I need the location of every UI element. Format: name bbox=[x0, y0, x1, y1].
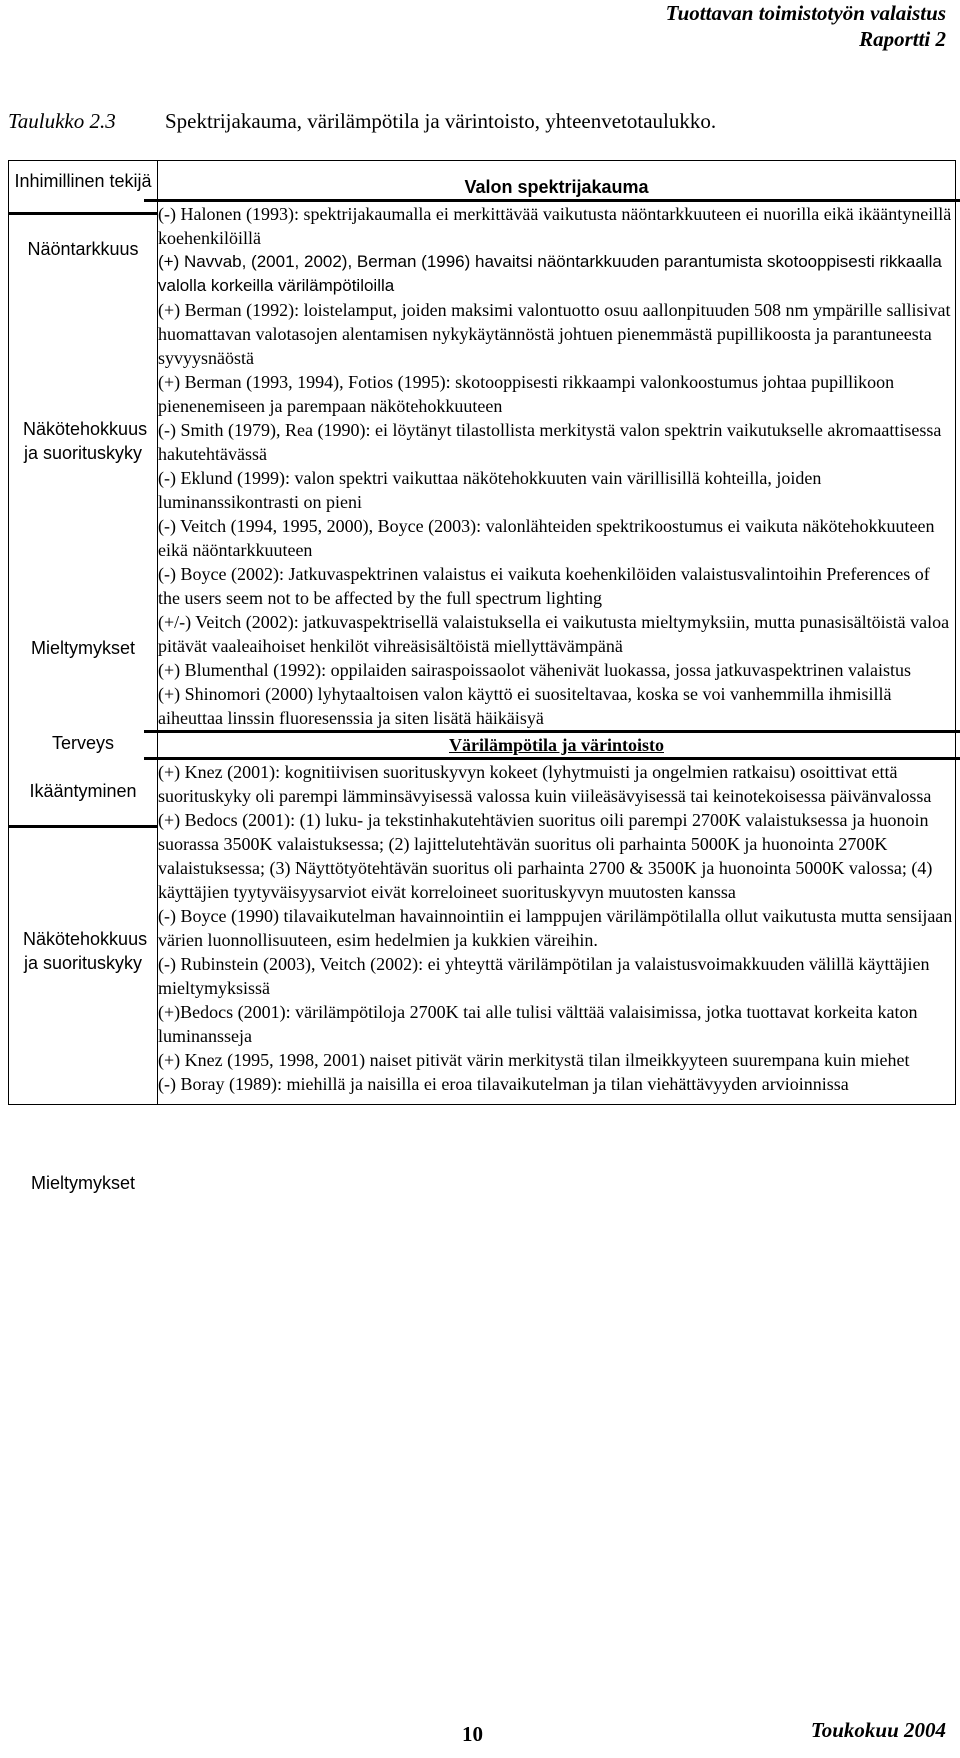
factor-column bbox=[9, 161, 158, 1193]
finding-entry: (+) Knez (1995, 1998, 2001) naiset pitivät värin merkitystä tilan ilmeikkyyteen suurempana kuin miehet bbox=[158, 1050, 910, 1070]
finding-entry: (+) Berman (1992): loistelamput, joiden maksimi valontuotto osuu aallonpituuden 508 nm ympärille sallisivat huomattavan valotasojen alentamisen nykykäytännöstä johtuen pienemmästä pupillikoosta ja parantuneesta syvyysnäöstä bbox=[158, 300, 951, 368]
finding-entry: (-) Eklund (1999): valon spektri vaikuttaa näkötehokkuuten vain värillisillä kohteilla, joiden luminanssikontrasti on pieni bbox=[158, 468, 822, 512]
footer-date: Toukokuu 2004 bbox=[810, 1718, 946, 1742]
section-title-color-temperature: Värilämpötila ja värintoisto bbox=[449, 735, 664, 755]
finding-entry: (-) Veitch (1994, 1995, 2000), Boyce (2003): valonlähteiden spektrikoostumus ei vaikuta näkötehokkuuteen eikä näöntarkkuuteen bbox=[158, 516, 935, 560]
finding-entry: (+) Knez (2001): kognitiivisen suorituskyvyn kokeet (lyhytmuisti ja ongelmien ratkaisu) osoittivat että suorituskyky oli parempi lämminsävyisessä valossa kuin viileäsävyisessä tai keinotekoisessa päivänvalossa bbox=[158, 762, 932, 806]
report-title: Tuottavan toimistotyön valaistus bbox=[665, 1, 946, 25]
summary-table bbox=[8, 160, 956, 1193]
factor-nakotehokkuus-1: Näkötehokkuus ja suorituskyky bbox=[23, 419, 148, 463]
finding-entry: (-) Rubinstein (2003), Veitch (2002): ei yhteyttä värilämpötilan ja valaistusvoimakkuuden välillä käyttäjien mieltymyksissä bbox=[158, 954, 930, 998]
finding-entry: (+) Blumenthal (1992): oppilaiden sairaspoissaolot vähenivät luokassa, jossa jatkuvaspektrinen valaistus bbox=[158, 660, 911, 680]
finding-entry: (+) Navvab, (2001, 2002), Berman (1996) havaitsi näöntarkkuuden parantumista skotooppisesti rikkaalla valolla korkeilla värilämpötiloilla bbox=[158, 252, 942, 295]
report-subtitle: Raportti 2 bbox=[859, 27, 946, 51]
factor-naontarkkuus: Näöntarkkuus bbox=[27, 239, 139, 259]
factor-mieltymykset-2: Mieltymykset bbox=[30, 1173, 135, 1193]
factor-nakotehokkuus-2: Näkötehokkuus ja suorituskyky bbox=[23, 929, 148, 973]
finding-entry: (+) Shinomori (2000) lyhytaaltoisen valon käyttö ei suositeltavaa, koska se voi vanhemmilla ihmisillä aiheuttaa linssin fluoresenssia ja siten lisätä häikäisyä bbox=[158, 684, 892, 728]
table-caption bbox=[8, 108, 716, 134]
report-header bbox=[666, 0, 946, 52]
finding-entry: (-) Boyce (2002): Jatkuvaspektrinen valaistus ei vaikuta koehenkilöiden valaistusvalintoihin Preferences of the users seem not to be affected by the full spectrum lighting bbox=[158, 564, 930, 608]
finding-entry: (+) Berman (1993, 1994), Fotios (1995): skotooppisesti rikkaampi valonkoostumus johtaa pupillikoon pienenemiseen ja parempaan näkötehokkuuteen bbox=[158, 372, 895, 416]
finding-entry: (+/-) Veitch (2002): jatkuvaspektrisellä valaistuksella ei vaikutusta mieltymyksiin, mutta punasisältöistä valoa pitävät vaaleaihoiset henkilöt vihreäsisältöistä miellyttävämpänä bbox=[158, 612, 950, 656]
page-number: 10 bbox=[462, 1722, 483, 1746]
finding-entry: (+)Bedocs (2001): värilämpötiloja 2700K tai alle tulisi välttää valaisimissa, jotka tuottavat korkeita katon luminansseja bbox=[158, 1002, 918, 1046]
factor-ikaantyminen: Ikääntyminen bbox=[29, 781, 137, 801]
factor-mieltymykset-1: Mieltymykset bbox=[30, 638, 135, 658]
finding-entry: (+) Bedocs (2001): (1) luku- ja tekstinhakutehtävien suoritus oili parempi 2700K valaistuksessa ja huonoin suorassa 3500K valaistuksessa; (2) lajittelutehtävän suoritus oli parhainta 5000K ja huonointa 2700K valaistuksessa; (3) Näyttötyötehtävän suoritus oli parhainta 2700 & 3500K ja huonointa 5000K valossa; (4) käyttäjien tyytyväisyysarviot eivät korreloineet suorituskyvyn muutosten kanssa bbox=[158, 810, 933, 902]
table-caption-label: Taulukko 2.3 bbox=[8, 109, 116, 133]
finding-entry: (-) Smith (1979), Rea (1990): ei löytänyt tilastollista merkitystä valon spektrin vaikutukselle akromaattisessa hakutehtävässä bbox=[158, 420, 942, 464]
factor-terveys: Terveys bbox=[51, 733, 114, 753]
finding-entry: (-) Halonen (1993): spektrijakaumalla ei merkittävää vaikutusta näöntarkkuuteen ei nuorilla eikä ikääntyneillä koehenkilöillä bbox=[158, 204, 952, 248]
factor-column-header: Inhimillinen tekijä bbox=[9, 167, 157, 215]
finding-entry: (-) Boray (1989): miehillä ja naisilla ei eroa tilavaikutelman ja tilan viehättävyyden arvioinnissa bbox=[158, 1074, 849, 1094]
table-caption-text: Spektrijakauma, värilämpötila ja värintoisto, yhteenvetotaulukko. bbox=[165, 109, 717, 133]
factor-section-divider bbox=[9, 825, 157, 828]
section-title-spectrum: Valon spektrijakauma bbox=[464, 177, 649, 197]
findings-column bbox=[158, 161, 956, 1105]
finding-entry: (-) Boyce (1990) tilavaikutelman havainnointiin ei lamppujen värilämpötilalla ollut vaikutusta mutta sensijaan värien luonnollisuuteen, esim hedelmien ja kukkien väreihin. bbox=[158, 906, 953, 950]
